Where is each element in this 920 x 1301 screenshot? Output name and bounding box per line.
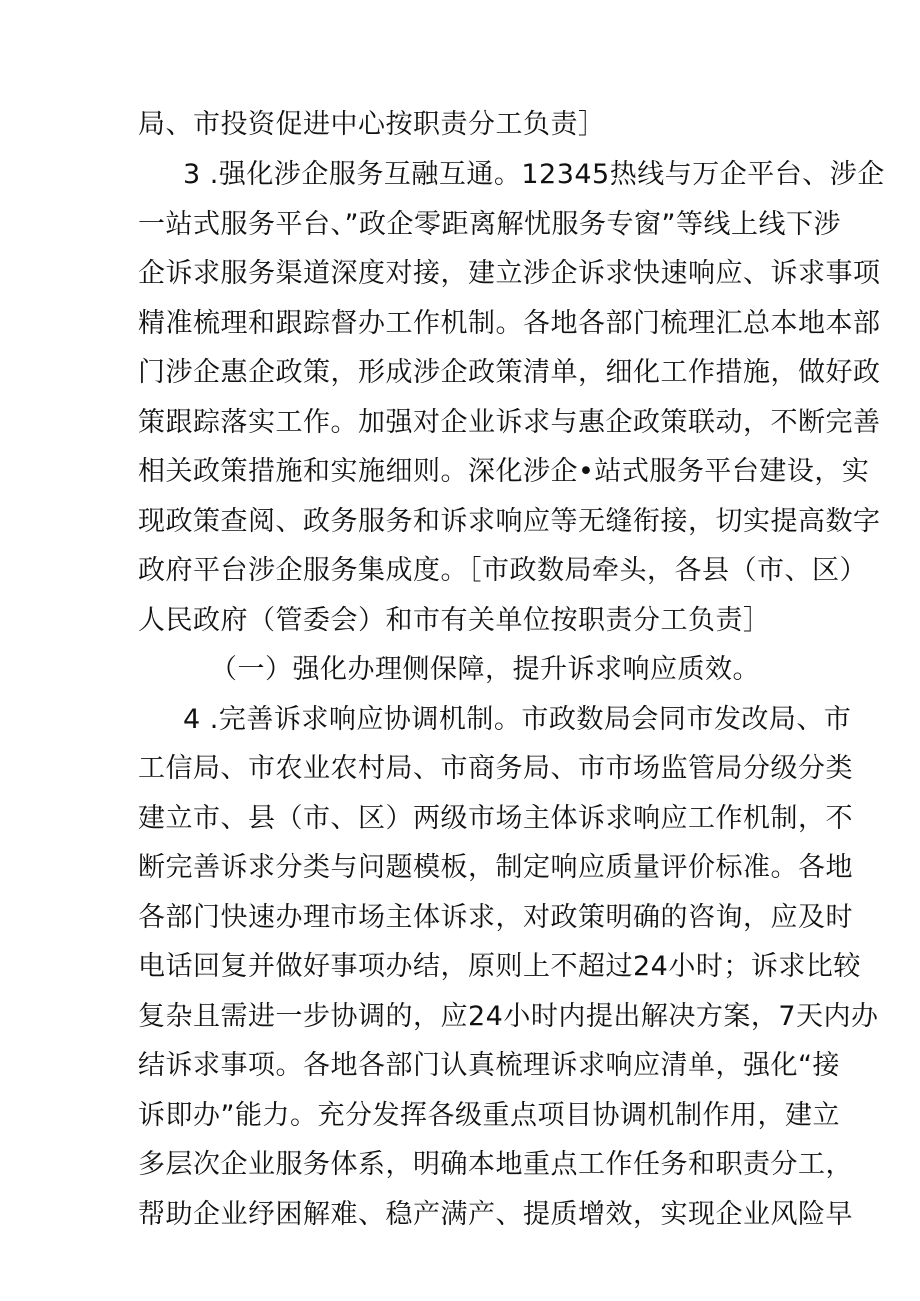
text-line: 各部门快速办理市场主体诉求，对政策明确的咨询，应及时 <box>138 902 853 933</box>
section-heading: （一）强化办理侧保障，提升诉求响应质效。 <box>210 654 760 685</box>
text-line: 一站式服务平台、”政企零距离解忧服务专窗”等线上线下涉 <box>138 209 841 240</box>
text-line: 人民政府（管委会）和市有关单位按职责分工负责］ <box>138 605 771 636</box>
text-line: 建立市、县（市、区）两级市场主体诉求响应工作机制，不 <box>138 803 853 834</box>
text-line: 结诉求事项。各地各部门认真梳理诉求响应清单，强化“接 <box>138 1050 840 1081</box>
text-line: 帮助企业纾困解难、稳产满产、提质增效，实现企业风险早 <box>138 1199 853 1230</box>
text-line: 诉即办”能力。充分发挥各级重点项目协调机制作用，建立 <box>138 1100 840 1131</box>
text-line: 现政策查阅、政务服务和诉求响应等无缝衔接，切实提高数字 <box>138 506 881 537</box>
text-line: 电话回复并做好事项办结，原则上不超过24小时；诉求比较 <box>138 951 861 982</box>
text-line: 4 .完善诉求响应协调机制。市政数局会同市发改局、市 <box>183 704 852 735</box>
text-line: 企诉求服务渠道深度对接，建立涉企诉求快速响应、诉求事项 <box>138 258 881 289</box>
text-line: 局、市投资促进中心按职责分工负责］ <box>138 109 606 140</box>
text-line: 相关政策措施和实施细则。深化涉企•站式服务平台建设，实 <box>138 456 870 487</box>
text-line: 多层次企业服务体系，明确本地重点工作任务和职责分工， <box>138 1149 853 1180</box>
text-line: 断完善诉求分类与问题模板，制定响应质量评价标准。各地 <box>138 852 853 883</box>
text-line: 工信局、市农业农村局、市商务局、市市场监管局分级分类 <box>138 753 853 784</box>
text-line: 政府平台涉企服务集成度。［市政数局牵头，各县（市、区） <box>138 555 867 586</box>
text-line: 策跟踪落实工作。加强对企业诉求与惠企政策联动，不断完善 <box>138 407 881 438</box>
text-line: 3 .强化涉企服务互融互通。12345热线与万企平台、涉企 <box>183 159 885 190</box>
text-line: 门涉企惠企政策，形成涉企政策清单，细化工作措施，做好政 <box>138 357 881 388</box>
text-line: 复杂且需进一步协调的，应24小时内提出解决方案，7天内办 <box>138 1001 879 1032</box>
text-line: 精准梳理和跟踪督办工作机制。各地各部门梳理汇总本地本部 <box>138 308 881 339</box>
